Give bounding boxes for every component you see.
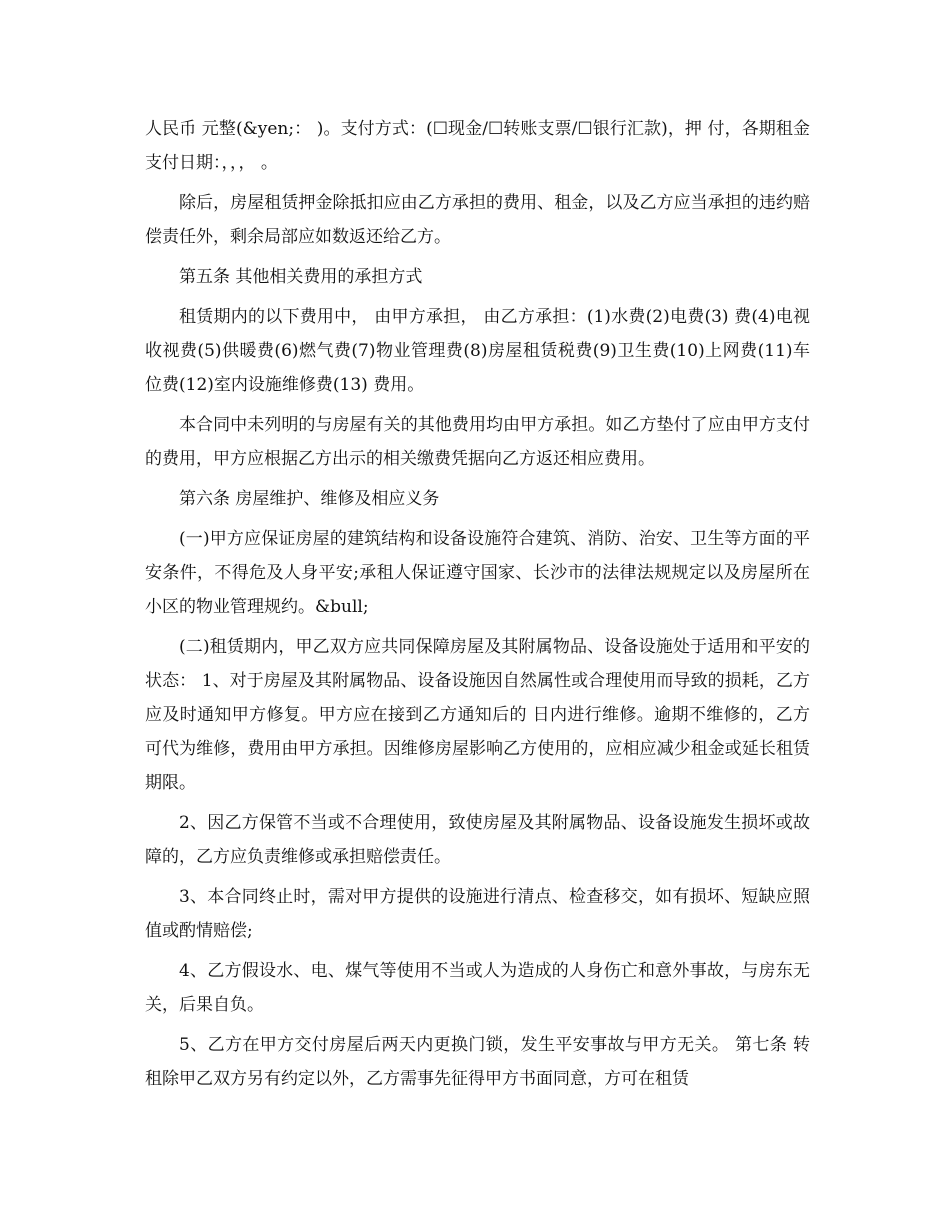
paragraph-clause-5: 5、乙方在甲方交付房屋后两天内更换门锁，发生平安事故与甲方无关。 第七条 转租除甲乙双方另有约定以外，乙方需事先征得甲方书面同意，方可在租赁 xyxy=(145,1035,810,1089)
paragraph-fee-list: 租赁期内的以下费用中， 由甲方承担， 由乙方承担：(1)水费(2)电费(3) 费(4)电视收视费(5)供暖费(6)燃气费(7)物业管理费(8)房屋租赁税费(9)卫生费(10)上网费(11)车位费(12)室内设施维修费(13) 费用。 xyxy=(145,307,810,395)
paragraph-landlord-safety: (一)甲方应保证房屋的建筑结构和设备设施符合建筑、消防、治安、卫生等方面的平安条件，不得危及人身平安;承租人保证遵守国家、长沙市的法律法规规定以及房屋所在小区的物业管理规约。&bull; xyxy=(145,529,810,617)
paragraph-maintenance: (二)租赁期内，甲乙双方应共同保障房屋及其附属物品、设备设施处于适用和平安的状态： 1、对于房屋及其附属物品、设备设施因自然属性或合理使用而导致的损耗，乙方应及时通知甲方修复。甲方应在接到乙方通知后的 日内进行维修。逾期不维修的，乙方可代为维修，费用由甲方承担。因维修房屋影响乙方使用的，应相应减少租金或延长租赁期限。 xyxy=(145,637,810,793)
heading-article-6: 第六条 房屋维护、维修及相应义务 xyxy=(179,489,440,509)
paragraph-clause-3: 3、本合同终止时，需对甲方提供的设施进行清点、检查移交，如有损坏、短缺应照值或酌情赔偿; xyxy=(145,887,810,941)
document-body xyxy=(145,112,810,1102)
paragraph-clause-4: 4、乙方假设水、电、煤气等使用不当或人为造成的人身伤亡和意外事故，与房东无关，后果自负。 xyxy=(145,961,810,1015)
paragraph-deposit-refund: 除后，房屋租赁押金除抵扣应由乙方承担的费用、租金，以及乙方应当承担的违约赔偿责任外，剩余局部应如数返还给乙方。 xyxy=(145,193,810,247)
paragraph-clause-2: 2、因乙方保管不当或不合理使用，致使房屋及其附属物品、设备设施发生损坏或故障的，乙方应负责维修或承担赔偿责任。 xyxy=(145,813,810,867)
heading-article-5: 第五条 其他相关费用的承担方式 xyxy=(179,267,423,287)
paragraph-payment-terms: 人民币 元整(&yen;： )。支付方式：(☐现金/☐转账支票/☐银行汇款)，押 付，各期租金支付日期：，，， 。 xyxy=(145,119,810,173)
paragraph-unlisted-fees: 本合同中未列明的与房屋有关的其他费用均由甲方承担。如乙方垫付了应由甲方支付的费用，甲方应根据乙方出示的相关缴费凭据向乙方返还相应费用。 xyxy=(145,415,810,469)
